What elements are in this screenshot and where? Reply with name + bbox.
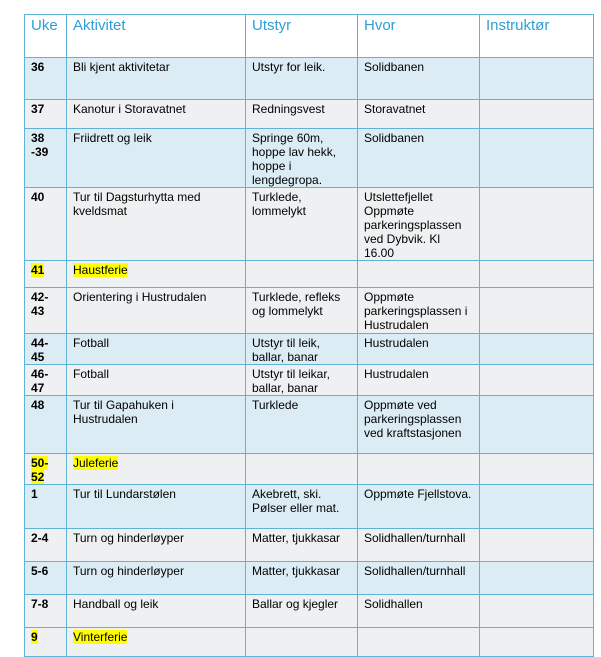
- week-cell: [25, 188, 67, 261]
- instructor-cell: [480, 288, 594, 334]
- table-row: [25, 188, 594, 261]
- equipment-cell-text: Matter, tjukkasar: [252, 564, 341, 578]
- activity-cell: [67, 334, 246, 365]
- activity-cell-text: Friidrett og leik: [73, 131, 152, 145]
- instructor-cell: [480, 261, 594, 288]
- activity-cell-text: Bli kjent aktivitetar: [73, 60, 170, 74]
- table-row: [25, 595, 594, 628]
- instructor-cell: [480, 129, 594, 188]
- header-aktivitet: Aktivitet: [67, 15, 246, 58]
- activity-cell: [67, 100, 246, 129]
- location-cell: [358, 628, 480, 657]
- header-uke: Uke: [25, 15, 67, 58]
- equipment-cell-text: Ballar og kjegler: [252, 597, 339, 611]
- week-cell-text: 36: [31, 60, 45, 74]
- equipment-cell: [246, 288, 358, 334]
- instructor-cell: [480, 365, 594, 396]
- instructor-cell: [480, 58, 594, 100]
- table-row: [25, 334, 594, 365]
- activity-cell-text: Juleferie: [73, 456, 119, 470]
- location-cell: [358, 100, 480, 129]
- week-cell-text: 9: [31, 630, 38, 644]
- activity-cell: [67, 129, 246, 188]
- week-cell: [25, 485, 67, 529]
- activity-cell: [67, 58, 246, 100]
- location-cell-text: Oppmøte ved parkeringsplassen ved kraftstasjonen: [364, 398, 462, 440]
- location-cell: [358, 129, 480, 188]
- week-cell: [25, 562, 67, 595]
- week-cell: [25, 529, 67, 562]
- activity-cell-text: Tur til Lundarstølen: [73, 487, 176, 501]
- equipment-cell-text: Utstyr til leik, ballar, banar: [252, 336, 321, 364]
- table-row: [25, 562, 594, 595]
- equipment-cell: [246, 595, 358, 628]
- activity-cell: [67, 529, 246, 562]
- instructor-cell: [480, 454, 594, 485]
- activity-cell-text: Tur til Dagsturhytta med kveldsmat: [73, 190, 201, 218]
- equipment-cell: [246, 100, 358, 129]
- location-cell: [358, 188, 480, 261]
- week-cell-text: 2-4: [31, 531, 49, 545]
- activity-cell-text: Vinterferie: [73, 630, 128, 644]
- table-row: [25, 454, 594, 485]
- instructor-cell: [480, 562, 594, 595]
- table-row: [25, 288, 594, 334]
- instructor-cell: [480, 595, 594, 628]
- instructor-cell: [480, 188, 594, 261]
- equipment-cell: [246, 188, 358, 261]
- equipment-cell-text: Turklede: [252, 398, 299, 412]
- week-cell: [25, 628, 67, 657]
- activity-cell: [67, 396, 246, 454]
- equipment-cell: [246, 396, 358, 454]
- location-cell-text: Solidbanen: [364, 131, 425, 145]
- week-cell-text: 1: [31, 487, 38, 501]
- location-cell: [358, 334, 480, 365]
- location-cell: [358, 595, 480, 628]
- header-row: [25, 15, 594, 58]
- equipment-cell-text: Redningsvest: [252, 102, 325, 116]
- location-cell: [358, 365, 480, 396]
- location-cell-text: Solidbanen: [364, 60, 425, 74]
- table-row: [25, 365, 594, 396]
- table-row: [25, 485, 594, 529]
- equipment-cell-text: Utstyr til leikar, ballar, banar: [252, 367, 331, 395]
- location-cell: [358, 58, 480, 100]
- week-cell-text: 44- 45: [31, 336, 49, 364]
- header-hvor: Hvor: [358, 15, 480, 58]
- instructor-cell: [480, 485, 594, 529]
- week-cell: [25, 454, 67, 485]
- week-cell: [25, 396, 67, 454]
- location-cell-text: Solidhallen/turnhall: [364, 564, 466, 578]
- equipment-cell: [246, 365, 358, 396]
- equipment-cell-text: Turklede, refleks og lommelykt: [252, 290, 341, 318]
- location-cell: [358, 529, 480, 562]
- week-cell: [25, 58, 67, 100]
- week-cell-text: 40: [31, 190, 45, 204]
- equipment-cell: [246, 628, 358, 657]
- activity-cell: [67, 485, 246, 529]
- activity-cell: [67, 595, 246, 628]
- location-cell: [358, 261, 480, 288]
- activity-cell-text: Handball og leik: [73, 597, 159, 611]
- equipment-cell: [246, 334, 358, 365]
- location-cell-text: Solidhallen/turnhall: [364, 531, 466, 545]
- week-cell: [25, 288, 67, 334]
- week-cell-text: 48: [31, 398, 45, 412]
- activity-cell-text: Turn og hinderløyper: [73, 531, 184, 545]
- activity-schedule-table: [24, 14, 594, 657]
- table-row: [25, 58, 594, 100]
- activity-cell-text: Turn og hinderløyper: [73, 564, 184, 578]
- equipment-cell: [246, 261, 358, 288]
- week-cell: [25, 334, 67, 365]
- week-cell: [25, 365, 67, 396]
- activity-cell: [67, 562, 246, 595]
- activity-cell: [67, 188, 246, 261]
- week-cell-text: 5-6: [31, 564, 49, 578]
- location-cell-text: Oppmøte parkeringsplassen i Hustrudalen: [364, 290, 468, 332]
- activity-cell: [67, 628, 246, 657]
- table-row: [25, 261, 594, 288]
- location-cell-text: Hustrudalen: [364, 336, 429, 350]
- table-row: [25, 396, 594, 454]
- location-cell: [358, 454, 480, 485]
- location-cell: [358, 485, 480, 529]
- equipment-cell: [246, 529, 358, 562]
- activity-cell: [67, 454, 246, 485]
- location-cell-text: Storavatnet: [364, 102, 426, 116]
- week-cell-text: 42- 43: [31, 290, 49, 318]
- table-row: [25, 628, 594, 657]
- location-cell-text: Solidhallen: [364, 597, 423, 611]
- week-cell-text: 41: [31, 263, 45, 277]
- equipment-cell-text: Utstyr for leik.: [252, 60, 326, 74]
- week-cell-text: 37: [31, 102, 45, 116]
- activity-cell-text: Fotball: [73, 367, 110, 381]
- equipment-cell-text: Akebrett, ski. Pølser eller mat.: [252, 487, 340, 515]
- table-row: [25, 529, 594, 562]
- instructor-cell: [480, 100, 594, 129]
- header-utstyr: Utstyr: [246, 15, 358, 58]
- equipment-cell: [246, 562, 358, 595]
- instructor-cell: [480, 334, 594, 365]
- instructor-cell: [480, 396, 594, 454]
- location-cell: [358, 288, 480, 334]
- activity-cell: [67, 261, 246, 288]
- activity-cell-text: Fotball: [73, 336, 110, 350]
- week-cell: [25, 129, 67, 188]
- week-cell: [25, 100, 67, 129]
- header-instruktor: Instruktør: [480, 15, 594, 58]
- activity-cell-text: Tur til Gapahuken i Hustrudalen: [73, 398, 174, 426]
- location-cell-text: Oppmøte Fjellstova.: [364, 487, 472, 501]
- instructor-cell: [480, 529, 594, 562]
- week-cell: [25, 261, 67, 288]
- week-cell-text: 46- 47: [31, 367, 49, 395]
- location-cell-text: Hustrudalen: [364, 367, 429, 381]
- equipment-cell: [246, 58, 358, 100]
- equipment-cell: [246, 485, 358, 529]
- location-cell: [358, 562, 480, 595]
- week-cell: [25, 595, 67, 628]
- location-cell-text: Utslettefjellet Oppmøte parkeringsplassen ved Dybvik. Kl 16.00: [364, 190, 462, 260]
- activity-cell-text: Haustferie: [73, 263, 128, 277]
- activity-cell-text: Kanotur i Storavatnet: [73, 102, 186, 116]
- equipment-cell-text: Turklede, lommelykt: [252, 190, 307, 218]
- schedule-body: [25, 58, 594, 657]
- week-cell-text: 38 -39: [31, 131, 49, 159]
- equipment-cell: [246, 454, 358, 485]
- instructor-cell: [480, 628, 594, 657]
- activity-cell: [67, 288, 246, 334]
- table-row: [25, 100, 594, 129]
- activity-cell-text: Orientering i Hustrudalen: [73, 290, 207, 304]
- location-cell: [358, 396, 480, 454]
- equipment-cell: [246, 129, 358, 188]
- week-cell-text: 50- 52: [31, 456, 49, 484]
- table-row: [25, 129, 594, 188]
- equipment-cell-text: Springe 60m, hoppe lav hekk, hoppe i lengdegropa.: [252, 131, 337, 187]
- activity-cell: [67, 365, 246, 396]
- equipment-cell-text: Matter, tjukkasar: [252, 531, 341, 545]
- week-cell-text: 7-8: [31, 597, 49, 611]
